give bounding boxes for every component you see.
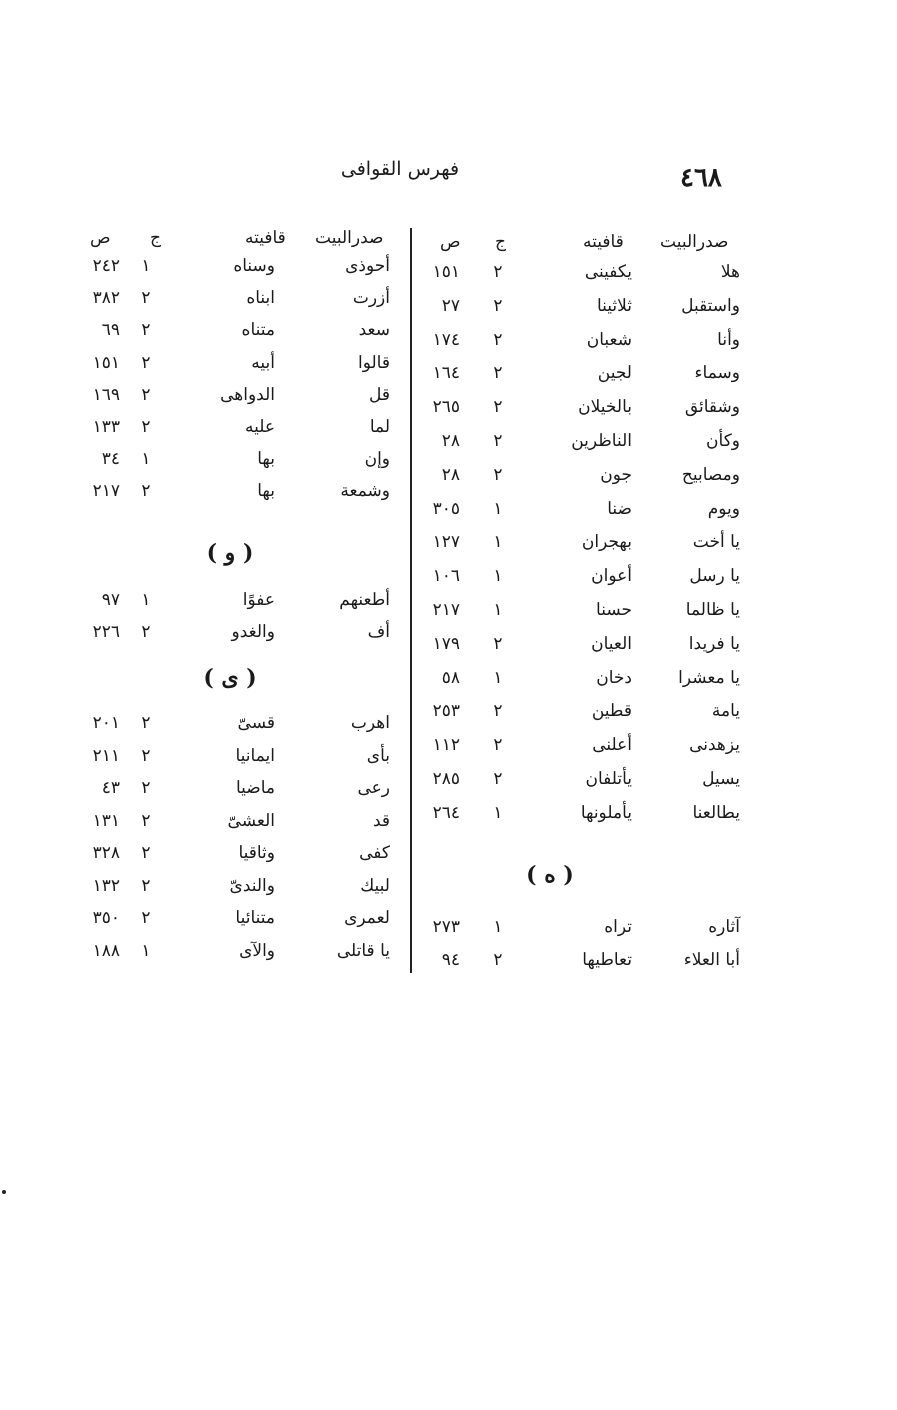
row-rhyme: العشىّ — [227, 810, 275, 831]
row-volume: ٢ — [141, 778, 151, 798]
row-verse-start: لبيك — [360, 875, 390, 896]
row-page: ٣٥٠ — [92, 908, 120, 928]
row-rhyme: ثلاثينا — [596, 295, 632, 316]
row-rhyme: ايمانيا — [235, 745, 275, 766]
row-volume: ٢ — [493, 769, 503, 789]
header-page-right: ص — [440, 232, 461, 252]
row-volume: ٢ — [493, 701, 503, 722]
row-rhyme: والآى — [239, 940, 275, 961]
row-volume: ١ — [493, 532, 503, 553]
row-volume: ٢ — [141, 352, 151, 373]
row-verse-start: بأى — [366, 745, 390, 766]
row-volume: ٢ — [141, 843, 151, 863]
row-page: ٦٩ — [101, 320, 120, 341]
row-volume: ٢ — [493, 397, 503, 418]
row-verse-start: رعى — [357, 778, 390, 798]
header-rhyme-left: قافيته — [245, 228, 286, 248]
row-volume: ٢ — [493, 950, 503, 970]
row-page: ١٦٩ — [92, 384, 120, 405]
row-verse-start: يا رسل — [689, 566, 740, 587]
row-rhyme: بالخيلان — [578, 397, 632, 418]
row-rhyme: عليه — [244, 417, 275, 437]
header-start-right: صدرالبيت — [660, 232, 729, 252]
section-heading-ya: ( ى ) — [203, 665, 257, 691]
row-verse-start: وشقائق — [684, 397, 740, 418]
row-verse-start: يا معشرا — [678, 667, 740, 688]
row-page: ٢٠١ — [92, 713, 120, 733]
row-volume: ١ — [493, 566, 503, 587]
row-page: ٢٨٥ — [432, 769, 460, 789]
row-verse-start: أحوذى — [345, 256, 390, 276]
row-verse-start: يامة — [711, 701, 740, 722]
row-volume: ٢ — [141, 810, 151, 831]
header-start-left: صدرالبيت — [315, 228, 384, 248]
row-rhyme: قسىّ — [237, 713, 275, 733]
row-rhyme: وثاقيا — [238, 843, 275, 863]
row-volume: ١ — [493, 498, 503, 519]
row-volume: ٢ — [141, 288, 151, 309]
row-page: ١٠٦ — [432, 566, 460, 587]
row-volume: ٢ — [493, 329, 503, 350]
row-page: ١٧٤ — [432, 329, 460, 350]
row-rhyme: أبيه — [251, 352, 275, 373]
row-rhyme: متناه — [241, 320, 275, 341]
row-verse-start: وأنا — [717, 329, 740, 350]
row-rhyme: يأتلفان — [585, 769, 632, 789]
row-verse-start: وإن — [364, 449, 390, 470]
row-verse-start: قد — [372, 810, 390, 831]
row-rhyme: لجين — [597, 363, 632, 384]
row-verse-start: قالوا — [358, 352, 390, 373]
row-page: ٩٧ — [101, 590, 120, 610]
row-page: ٢٢٦ — [92, 622, 120, 642]
row-page: ١١٢ — [432, 735, 460, 756]
row-volume: ٢ — [141, 384, 151, 405]
row-volume: ٢ — [141, 622, 151, 642]
row-page: ٣٢٨ — [92, 843, 120, 863]
row-rhyme: الناظرين — [571, 431, 632, 451]
row-verse-start: يا ظالما — [685, 600, 740, 620]
row-volume: ٢ — [493, 431, 503, 451]
row-verse-start: قل — [368, 384, 390, 405]
row-rhyme: أعلنى — [592, 735, 632, 756]
row-page: ١٥١ — [432, 262, 460, 282]
row-verse-start: يزهدنى — [689, 735, 740, 756]
row-volume: ٢ — [141, 875, 151, 896]
row-volume: ٢ — [141, 417, 151, 437]
row-page: ٢٨ — [441, 431, 460, 451]
row-verse-start: هلا — [720, 262, 740, 282]
row-verse-start: أف — [367, 622, 390, 642]
section-heading-waw: ( و ) — [206, 540, 254, 566]
row-verse-start: يطالعنا — [692, 802, 740, 823]
row-volume: ٢ — [493, 262, 503, 282]
row-verse-start: أزرت — [352, 288, 390, 309]
row-volume: ١ — [141, 256, 151, 276]
row-volume: ١ — [141, 590, 151, 610]
row-rhyme: بها — [257, 449, 275, 470]
row-verse-start: وكأن — [706, 431, 740, 451]
row-verse-start: لما — [369, 417, 390, 437]
row-rhyme: يأملونها — [580, 802, 632, 823]
row-page: ٥٨ — [441, 667, 460, 688]
row-rhyme: تعاطيها — [582, 950, 632, 970]
row-volume: ٢ — [141, 320, 151, 341]
row-verse-start: يا فريدا — [688, 633, 740, 654]
row-volume: ١ — [493, 917, 503, 937]
row-rhyme: عفوًا — [242, 590, 275, 610]
row-rhyme: قطين — [591, 701, 632, 722]
row-page: ١٥١ — [92, 352, 120, 373]
row-volume: ٢ — [493, 633, 503, 654]
row-verse-start: يا قاتلى — [336, 940, 390, 961]
row-page: ٣٨٢ — [92, 288, 120, 309]
row-rhyme: والغدو — [231, 622, 275, 642]
row-verse-start: اهرب — [350, 713, 390, 733]
row-rhyme: العيان — [591, 633, 632, 654]
row-page: ١٢٧ — [432, 532, 460, 553]
row-page: ١٣٣ — [92, 417, 120, 437]
row-verse-start: سعد — [358, 320, 390, 341]
row-page: ٢٦٤ — [432, 802, 460, 823]
row-page: ٢١٧ — [92, 481, 120, 502]
row-page: ٢١٧ — [432, 600, 460, 620]
row-rhyme: الدواهى — [220, 384, 275, 405]
row-verse-start: أبا العلاء — [683, 950, 740, 970]
row-rhyme: جون — [600, 464, 632, 485]
header-page-left: ص — [90, 228, 111, 248]
row-volume: ٢ — [493, 735, 503, 756]
row-page: ١٣١ — [92, 810, 120, 831]
row-page: ٢٨ — [441, 464, 460, 485]
row-volume: ٢ — [141, 713, 151, 733]
row-page: ٢٦٥ — [432, 397, 460, 418]
page-title: فهرس القوافى — [340, 158, 460, 180]
row-page: ٢١١ — [92, 745, 120, 766]
row-rhyme: حسنا — [596, 600, 632, 620]
row-volume: ٢ — [141, 908, 151, 928]
row-page: ٢٧ — [441, 295, 460, 316]
row-page: ٢٧٣ — [432, 917, 460, 937]
row-page: ١٣٢ — [92, 875, 120, 896]
row-volume: ٢ — [493, 464, 503, 485]
page-number: ٤٦٨ — [680, 163, 722, 193]
row-rhyme: ماضيا — [235, 778, 275, 798]
row-rhyme: ضنا — [607, 498, 632, 519]
row-volume: ٢ — [141, 481, 151, 502]
row-verse-start: ويوم — [707, 498, 740, 519]
row-verse-start: وسماء — [694, 363, 740, 384]
row-volume: ١ — [493, 600, 503, 620]
row-verse-start: يسيل — [702, 769, 740, 789]
row-verse-start: كفى — [359, 843, 390, 863]
row-page: ٣٤ — [101, 449, 120, 470]
row-verse-start: لعمرى — [344, 908, 390, 928]
row-page: ٤٣ — [101, 778, 120, 798]
margin-mark — [2, 1190, 6, 1194]
row-page: ١٧٩ — [432, 633, 460, 654]
row-rhyme: تراه — [604, 917, 632, 937]
row-verse-start: يا أخت — [692, 532, 740, 553]
row-volume: ١ — [141, 449, 151, 470]
row-rhyme: ابناه — [246, 288, 275, 309]
row-verse-start: ومصابيح — [681, 464, 740, 485]
row-volume: ٢ — [493, 295, 503, 316]
row-rhyme: متنائيا — [235, 908, 275, 928]
row-verse-start: واستقبل — [681, 295, 740, 316]
row-volume: ١ — [141, 940, 151, 961]
row-page: ٣٠٥ — [432, 498, 460, 519]
row-rhyme: والندىّ — [229, 875, 275, 896]
row-page: ١٨٨ — [92, 940, 120, 961]
row-volume: ٢ — [141, 745, 151, 766]
header-rhyme-right: قافيته — [583, 232, 624, 252]
row-rhyme: شعبان — [586, 329, 632, 350]
row-rhyme: وسناه — [233, 256, 275, 276]
row-rhyme: أعوان — [591, 566, 632, 587]
row-volume: ١ — [493, 667, 503, 688]
row-verse-start: أطعنهم — [339, 590, 390, 610]
row-rhyme: دخان — [596, 667, 632, 688]
row-verse-start: وشمعة — [340, 481, 390, 502]
header-vol-left: ج — [150, 228, 161, 248]
row-page: ٢٥٣ — [432, 701, 460, 722]
row-volume: ١ — [493, 802, 503, 823]
row-rhyme: بهجران — [581, 532, 632, 553]
row-page: ١٦٤ — [432, 363, 460, 384]
row-page: ٢٤٢ — [92, 256, 120, 276]
section-heading-ha: ( ه ) — [526, 862, 574, 888]
row-rhyme: يكفينى — [584, 262, 632, 282]
row-verse-start: آثاره — [708, 917, 740, 937]
row-page: ٩٤ — [441, 950, 460, 970]
row-rhyme: بها — [257, 481, 275, 502]
header-vol-right: ج — [495, 232, 506, 252]
row-volume: ٢ — [493, 363, 503, 384]
